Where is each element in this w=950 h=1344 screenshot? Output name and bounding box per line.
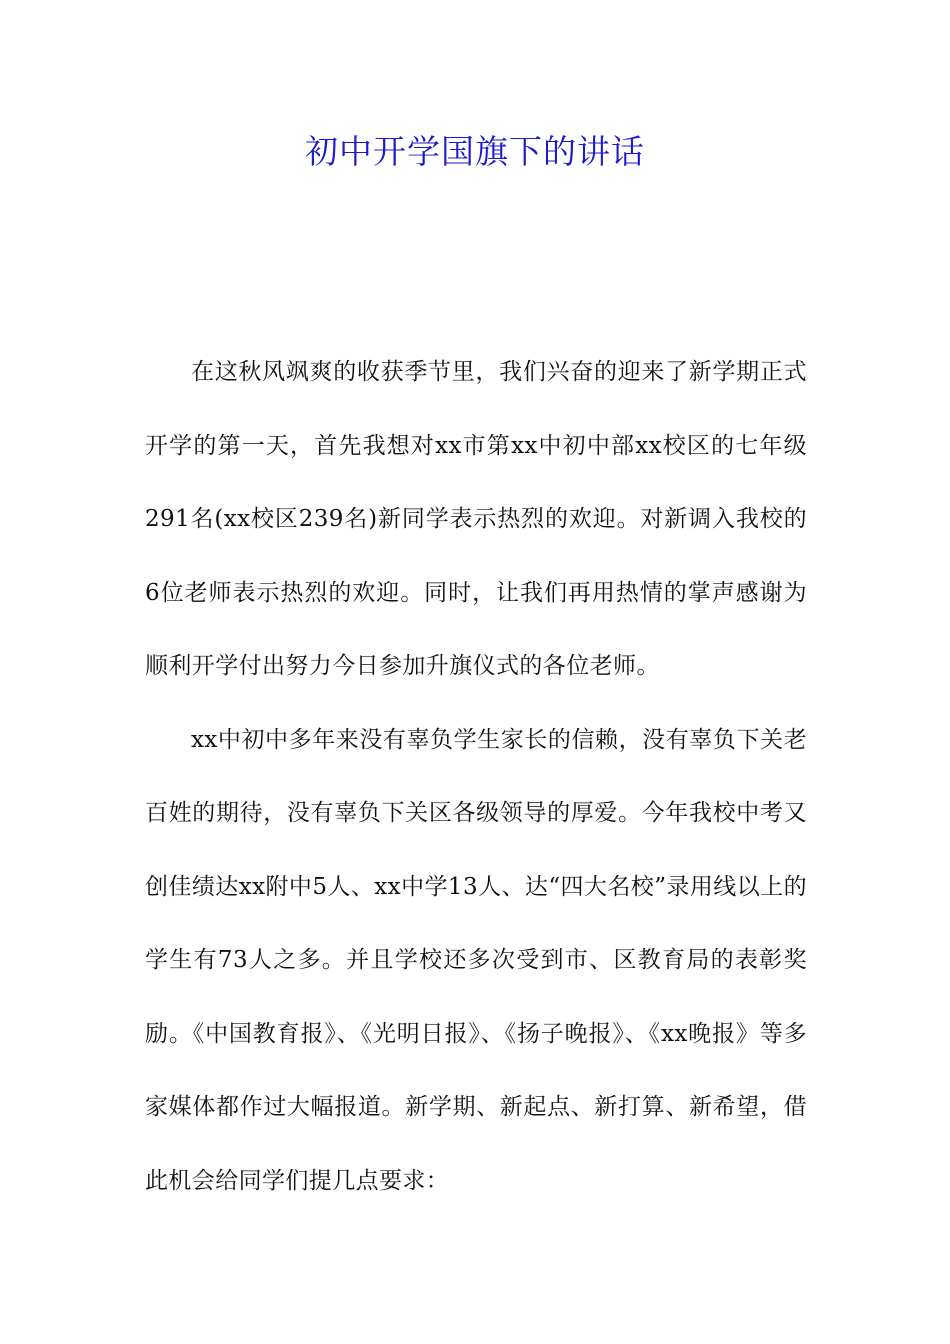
document-body <box>145 336 807 1218</box>
paragraph-2: xx中初中多年来没有辜负学生家长的信赖，没有辜负下关老百姓的期待，没有辜负下关区各级领导的厚爱。今年我校中考又创佳绩达xx附中5人、xx中学13人、达“四大名校”录用线以上的学生有73人之多。并且学校还多次受到市、区教育局的表彰奖励。《中国教育报》、《光明日报》、《扬子晚报》、《xx晚报》等多家媒体都作过大幅报道。新学期、新起点、新打算、新希望，借此机会给同学们提几点要求： <box>145 726 807 1194</box>
paragraph-1: 在这秋风飒爽的收获季节里，我们兴奋的迎来了新学期正式开学的第一天，首先我想对xx市第xx中初中部xx校区的七年级291名(xx校区239名)新同学表示热烈的欢迎。对新调入我校的6位老师表示热烈的欢迎。同时，让我们再用热情的掌声感谢为顺利开学付出努力今日参加升旗仪式的各位老师。 <box>145 359 807 679</box>
document-title: 初中开学国旗下的讲话 <box>305 132 645 171</box>
